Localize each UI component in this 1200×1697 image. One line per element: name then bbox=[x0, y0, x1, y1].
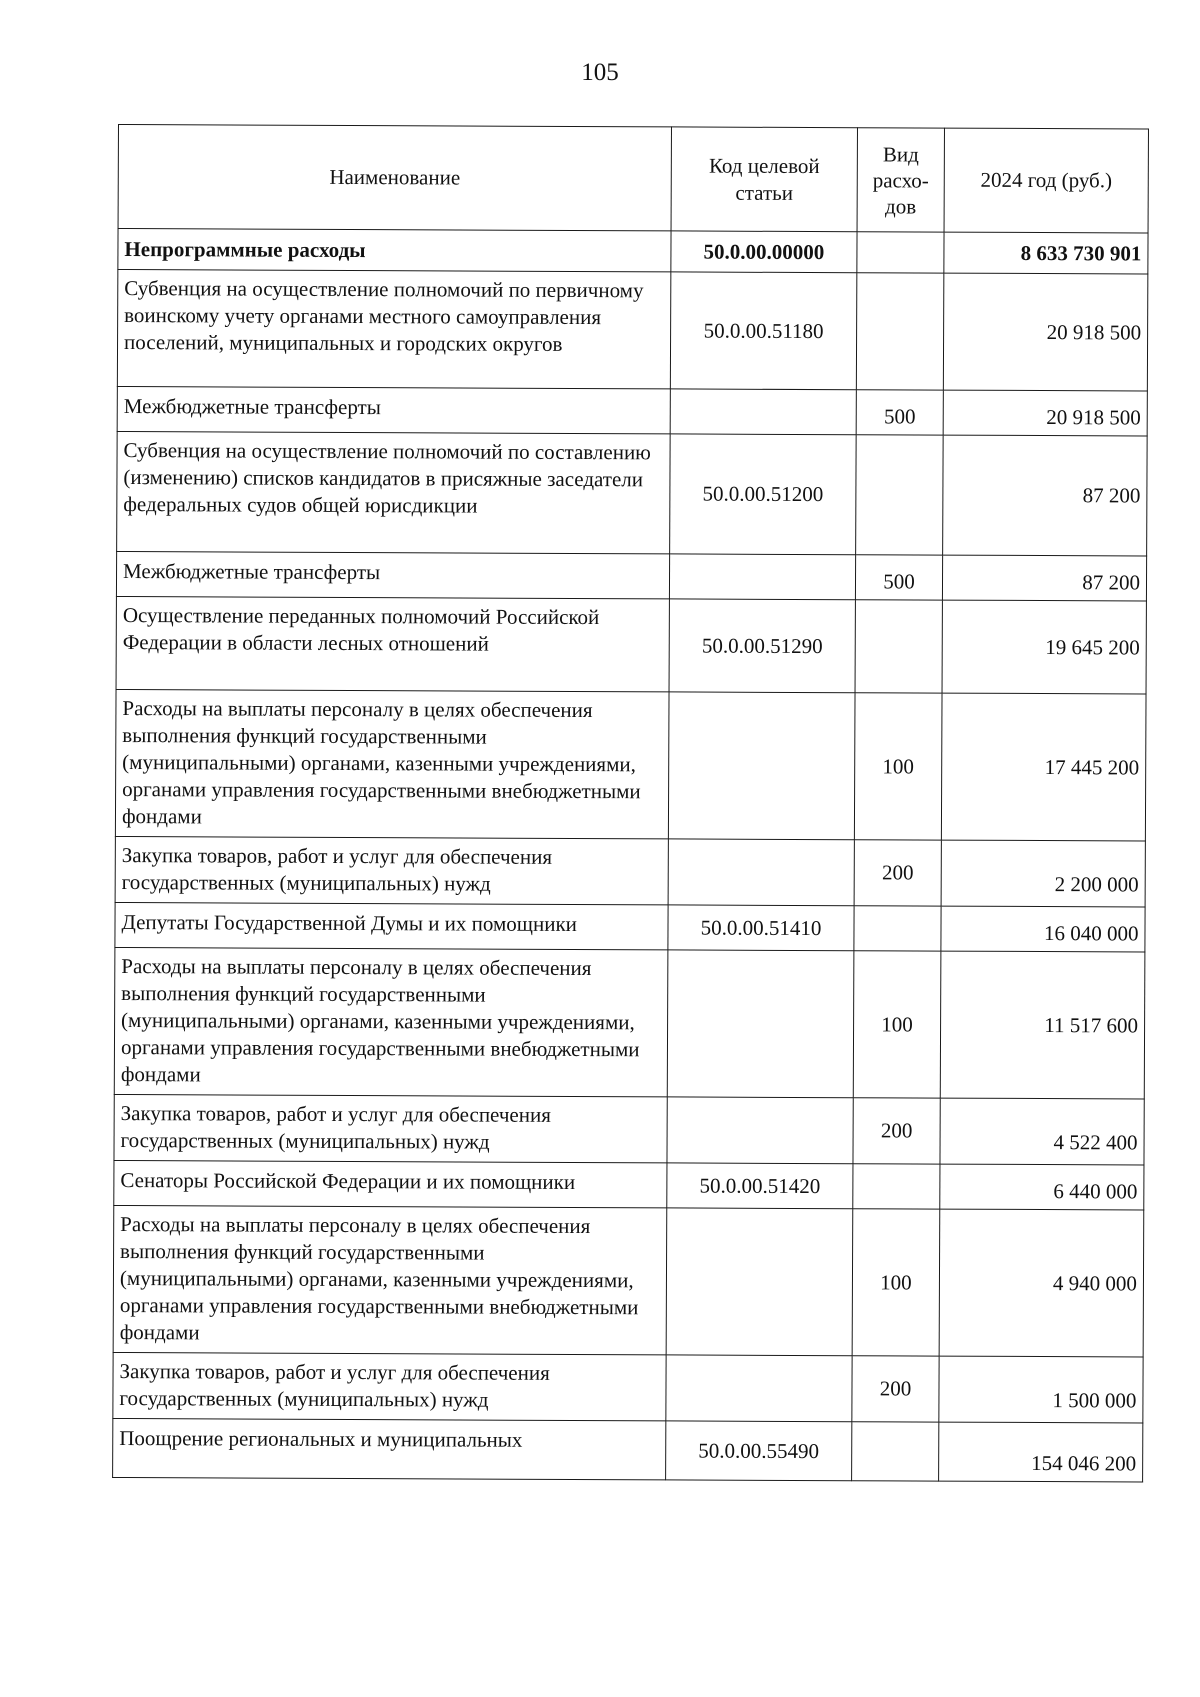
row-type: 500 bbox=[855, 555, 942, 600]
table-row bbox=[117, 431, 1148, 555]
header-type: Вид расхо-дов bbox=[857, 128, 944, 232]
row-type bbox=[856, 435, 944, 555]
row-code: 50.0.00.55490 bbox=[666, 1421, 852, 1481]
row-type bbox=[853, 1164, 940, 1209]
row-name: Расходы на выплаты персоналу в целях обеспечения выполнения функций государственными (муниципальными) органами, казенными учреждениями, органами управления государственными внебюджетными фондами bbox=[115, 689, 669, 838]
row-code bbox=[669, 554, 855, 600]
row-amount: 4 522 400 bbox=[940, 1098, 1144, 1165]
row-name: Сенаторы Российской Федерации и их помощники bbox=[114, 1160, 667, 1207]
table-row bbox=[116, 551, 1146, 600]
table-row bbox=[117, 270, 1148, 391]
table-row bbox=[117, 386, 1147, 435]
row-code bbox=[666, 1355, 852, 1422]
row-code: 50.0.00.51180 bbox=[670, 272, 857, 390]
row-amount: 6 440 000 bbox=[940, 1164, 1144, 1210]
row-name: Субвенция на осуществление полномочий по составлению (изменению) списков кандидатов в присяжные заседатели федеральных судов общей юрисдикции bbox=[117, 431, 671, 553]
row-type: 200 bbox=[853, 1098, 940, 1164]
budget-table bbox=[112, 124, 1149, 1482]
row-type: 100 bbox=[852, 1209, 940, 1356]
row-name: Депутаты Государственной Думы и их помощники bbox=[115, 902, 668, 949]
row-name: Закупка товаров, работ и услуг для обеспечения государственных (муниципальных) нужд bbox=[113, 1352, 666, 1420]
row-code bbox=[667, 950, 854, 1098]
row-type: 200 bbox=[852, 1356, 939, 1422]
table-row bbox=[114, 1094, 1144, 1164]
row-amount: 87 200 bbox=[942, 555, 1146, 601]
table-row bbox=[118, 229, 1148, 274]
row-amount: 20 918 500 bbox=[943, 273, 1148, 391]
row-amount: 19 645 200 bbox=[942, 600, 1146, 694]
row-name: Непрограммные расходы bbox=[118, 229, 671, 272]
row-type: 100 bbox=[854, 693, 942, 840]
table-row bbox=[114, 947, 1145, 1098]
row-amount: 16 040 000 bbox=[941, 906, 1145, 952]
row-type bbox=[852, 1422, 939, 1481]
row-type bbox=[856, 273, 944, 390]
table-header-row bbox=[118, 125, 1148, 233]
row-code: 50.0.00.51420 bbox=[667, 1163, 853, 1209]
row-amount: 17 445 200 bbox=[941, 693, 1146, 841]
row-name: Межбюджетные трансферты bbox=[116, 551, 669, 598]
page-number: 105 bbox=[581, 59, 619, 86]
table-row bbox=[115, 689, 1146, 840]
row-name: Расходы на выплаты персоналу в целях обеспечения выполнения функций государственными (муниципальными) органами, казенными учреждениями, органами управления государственными внебюджетными фондами bbox=[113, 1205, 667, 1354]
row-type: 100 bbox=[853, 951, 941, 1098]
row-amount: 4 940 000 bbox=[939, 1209, 1144, 1357]
row-type bbox=[855, 600, 942, 693]
header-amount: 2024 год (руб.) bbox=[944, 128, 1148, 233]
row-code bbox=[668, 839, 854, 906]
row-name: Поощрение региональных и муниципальных bbox=[113, 1418, 666, 1479]
row-name: Закупка товаров, работ и услуг для обеспечения государственных (муниципальных) нужд bbox=[114, 1094, 667, 1162]
table-row bbox=[113, 1352, 1143, 1422]
row-code: 50.0.00.51410 bbox=[668, 905, 854, 951]
row-amount: 154 046 200 bbox=[939, 1422, 1143, 1482]
row-name: Закупка товаров, работ и услуг для обеспечения государственных (муниципальных) нужд bbox=[115, 836, 668, 904]
row-amount: 1 500 000 bbox=[939, 1356, 1143, 1423]
row-type bbox=[857, 232, 944, 273]
table-row bbox=[116, 596, 1146, 693]
row-code bbox=[668, 692, 855, 840]
row-code: 50.0.00.51290 bbox=[669, 599, 855, 693]
table-row bbox=[114, 1160, 1144, 1209]
row-amount: 20 918 500 bbox=[943, 390, 1147, 436]
row-code: 50.0.00.00000 bbox=[671, 231, 857, 273]
row-amount: 8 633 730 901 bbox=[944, 232, 1148, 274]
row-name: Осуществление переданных полномочий Российской Федерации в области лесных отношений bbox=[116, 596, 669, 691]
table-row bbox=[115, 836, 1145, 906]
table-row bbox=[115, 902, 1145, 951]
row-amount: 87 200 bbox=[943, 435, 1148, 556]
row-code bbox=[666, 1208, 853, 1356]
row-type: 500 bbox=[856, 390, 943, 435]
row-amount: 11 517 600 bbox=[940, 951, 1145, 1099]
row-code: 50.0.00.51200 bbox=[670, 434, 857, 555]
row-type bbox=[854, 906, 941, 951]
row-amount: 2 200 000 bbox=[941, 840, 1145, 907]
row-name: Расходы на выплаты персоналу в целях обеспечения выполнения функций государственными (муниципальными) органами, казенными учреждениями, органами управления государственными внебюджетными фондами bbox=[114, 947, 668, 1096]
header-code: Код целевой статьи bbox=[671, 127, 857, 232]
table-row bbox=[113, 1418, 1143, 1481]
row-code bbox=[667, 1097, 853, 1164]
row-type: 200 bbox=[854, 840, 941, 906]
row-code bbox=[670, 389, 856, 435]
row-name: Межбюджетные трансферты bbox=[117, 386, 670, 433]
header-name: Наименование bbox=[118, 125, 671, 231]
table-row bbox=[113, 1205, 1144, 1356]
row-name: Субвенция на осуществление полномочий по первичному воинскому учету органами местного самоуправления поселений, муниципальных и городских округов bbox=[117, 270, 671, 389]
